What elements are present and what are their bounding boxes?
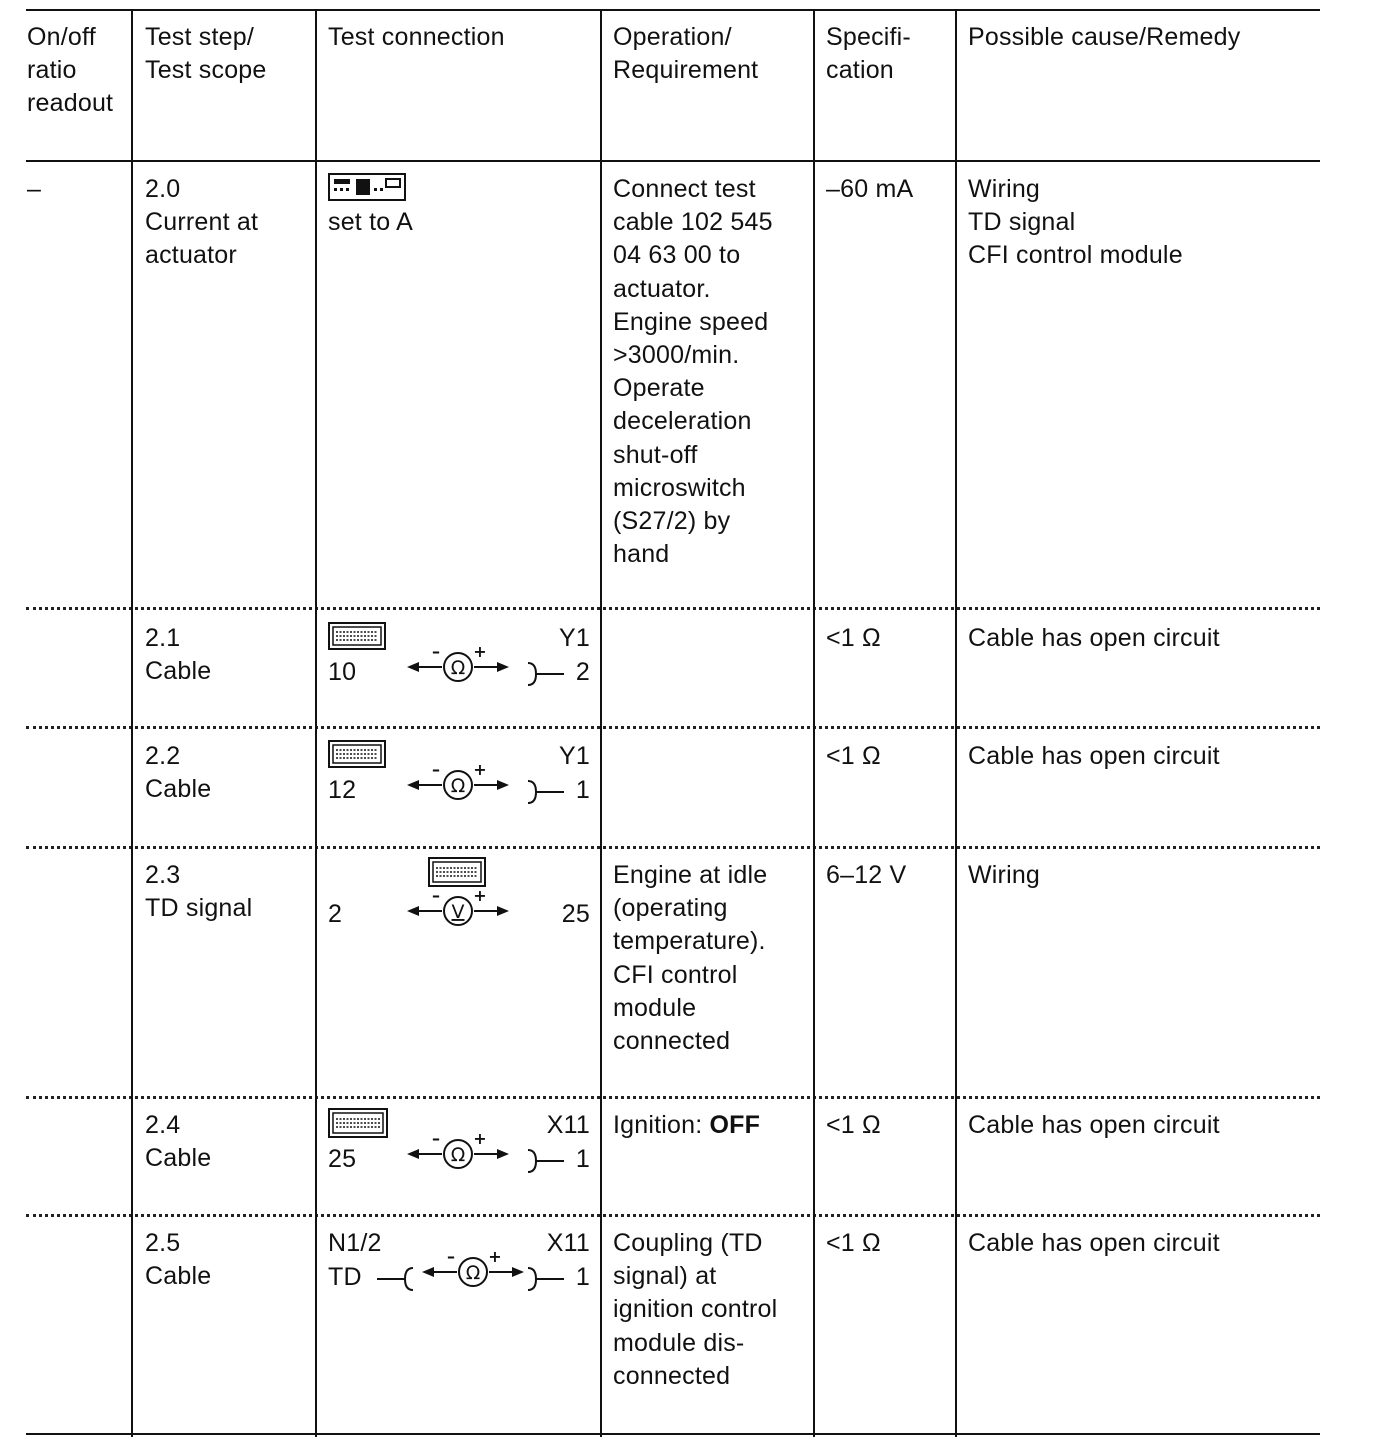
table-top-rule <box>26 9 1320 11</box>
test-step: 2.5 Cable <box>145 1229 212 1291</box>
test-box-icon <box>328 622 386 650</box>
column-divider <box>813 9 815 1437</box>
connection-right-component: X11 <box>546 1111 590 1139</box>
meter-symbol: Ω <box>450 1144 466 1166</box>
header-specification: Specifi- cation <box>826 23 911 85</box>
voltmeter-icon <box>405 891 511 931</box>
test-step: 2.2 Cable <box>145 742 212 804</box>
minus-sign: – <box>432 891 440 905</box>
row-divider <box>26 1096 1320 1099</box>
readout-value: – <box>27 175 42 203</box>
plus-sign: + <box>473 765 487 779</box>
plus-sign: + <box>473 1134 487 1148</box>
row-divider <box>26 846 1320 849</box>
minus-sign: – <box>432 765 440 779</box>
meter-symbol: Ω <box>450 657 466 679</box>
specification-value: <1 Ω <box>826 1111 881 1139</box>
column-divider <box>955 9 957 1437</box>
operation-label: Ignition: <box>613 1111 710 1139</box>
connection-left-terminal: 10 <box>328 658 357 686</box>
test-step: 2.3 TD signal <box>145 861 253 923</box>
connection-left-terminal: 2 <box>328 900 343 928</box>
specification-value: <1 Ω <box>826 1229 881 1257</box>
test-box-icon <box>328 740 386 768</box>
possible-cause: Cable has open circuit <box>968 624 1220 652</box>
test-step: 2.0 Current at actuator <box>145 175 259 270</box>
specification-value: <1 Ω <box>826 624 881 652</box>
plus-sign: + <box>473 891 487 905</box>
column-divider <box>131 9 133 1437</box>
ohmmeter-icon <box>405 1134 511 1174</box>
plus-sign: + <box>473 647 487 661</box>
row-divider <box>26 726 1320 729</box>
connection-right-terminal: 1 <box>575 776 590 804</box>
specification-value: 6–12 V <box>826 861 907 889</box>
possible-cause: Wiring <box>968 861 1041 889</box>
connector-socket-icon <box>375 1266 415 1292</box>
connection-right-component: Y1 <box>559 624 590 652</box>
header-test-connection: Test connection <box>328 23 505 51</box>
table-bottom-rule <box>26 1433 1320 1435</box>
connection-note: set to A <box>328 208 413 236</box>
header-possible-cause: Possible cause/Remedy <box>968 23 1241 51</box>
connection-right-component: X11 <box>546 1229 590 1257</box>
meter-symbol: Ω <box>450 775 466 797</box>
header-bottom-rule <box>26 160 1320 162</box>
possible-cause: Cable has open circuit <box>968 1229 1220 1257</box>
specification-value: <1 Ω <box>826 742 881 770</box>
connection-left-terminal: 25 <box>328 1145 357 1173</box>
multimeter-icon <box>328 173 406 201</box>
test-step: 2.4 Cable <box>145 1111 212 1173</box>
possible-cause: Wiring TD signal CFI control module <box>968 175 1183 270</box>
specification-value: –60 mA <box>826 175 914 203</box>
row-divider <box>26 1214 1320 1217</box>
connection-left-terminal: TD <box>328 1263 362 1291</box>
plus-sign: + <box>488 1252 502 1266</box>
header-operation: Operation/ Requirement <box>613 23 759 85</box>
connection-right-component: Y1 <box>559 742 590 770</box>
connection-left-component: N1/2 <box>328 1229 382 1257</box>
ohmmeter-icon <box>405 765 511 805</box>
connection-left-terminal: 12 <box>328 776 357 804</box>
minus-sign: – <box>432 1134 440 1148</box>
minus-sign: – <box>447 1252 455 1266</box>
row-divider <box>26 607 1320 610</box>
test-step: 2.1 Cable <box>145 624 212 686</box>
column-divider <box>315 9 317 1437</box>
connection-right-terminal: 1 <box>575 1263 590 1291</box>
connection-right-terminal: 1 <box>575 1145 590 1173</box>
column-divider <box>600 9 602 1437</box>
ohmmeter-icon <box>405 647 511 687</box>
operation-state: OFF <box>709 1111 761 1139</box>
header-on-off-ratio: On/off ratio readout <box>27 23 114 118</box>
test-box-icon <box>428 857 486 887</box>
operation-text: Connect test cable 102 545 04 63 00 to actuator. Engine speed >3000/min. Operate deceleration shut-off microswitch (S27/2) by hand <box>613 175 773 569</box>
minus-sign: – <box>432 647 440 661</box>
test-box-icon <box>328 1108 388 1138</box>
operation-text: Coupling (TD signal) at ignition control module dis- connected <box>613 1229 778 1390</box>
meter-symbol: Ω <box>465 1262 481 1284</box>
connection-right-terminal: 25 <box>561 900 590 928</box>
operation-text: Engine at idle (operating temperature). CFI control module connected <box>613 861 768 1056</box>
header-test-step: Test step/ Test scope <box>145 23 267 85</box>
possible-cause: Cable has open circuit <box>968 742 1220 770</box>
connection-right-terminal: 2 <box>575 658 590 686</box>
operation-text <box>613 1109 760 1142</box>
meter-symbol: V <box>451 901 465 923</box>
possible-cause: Cable has open circuit <box>968 1111 1220 1139</box>
